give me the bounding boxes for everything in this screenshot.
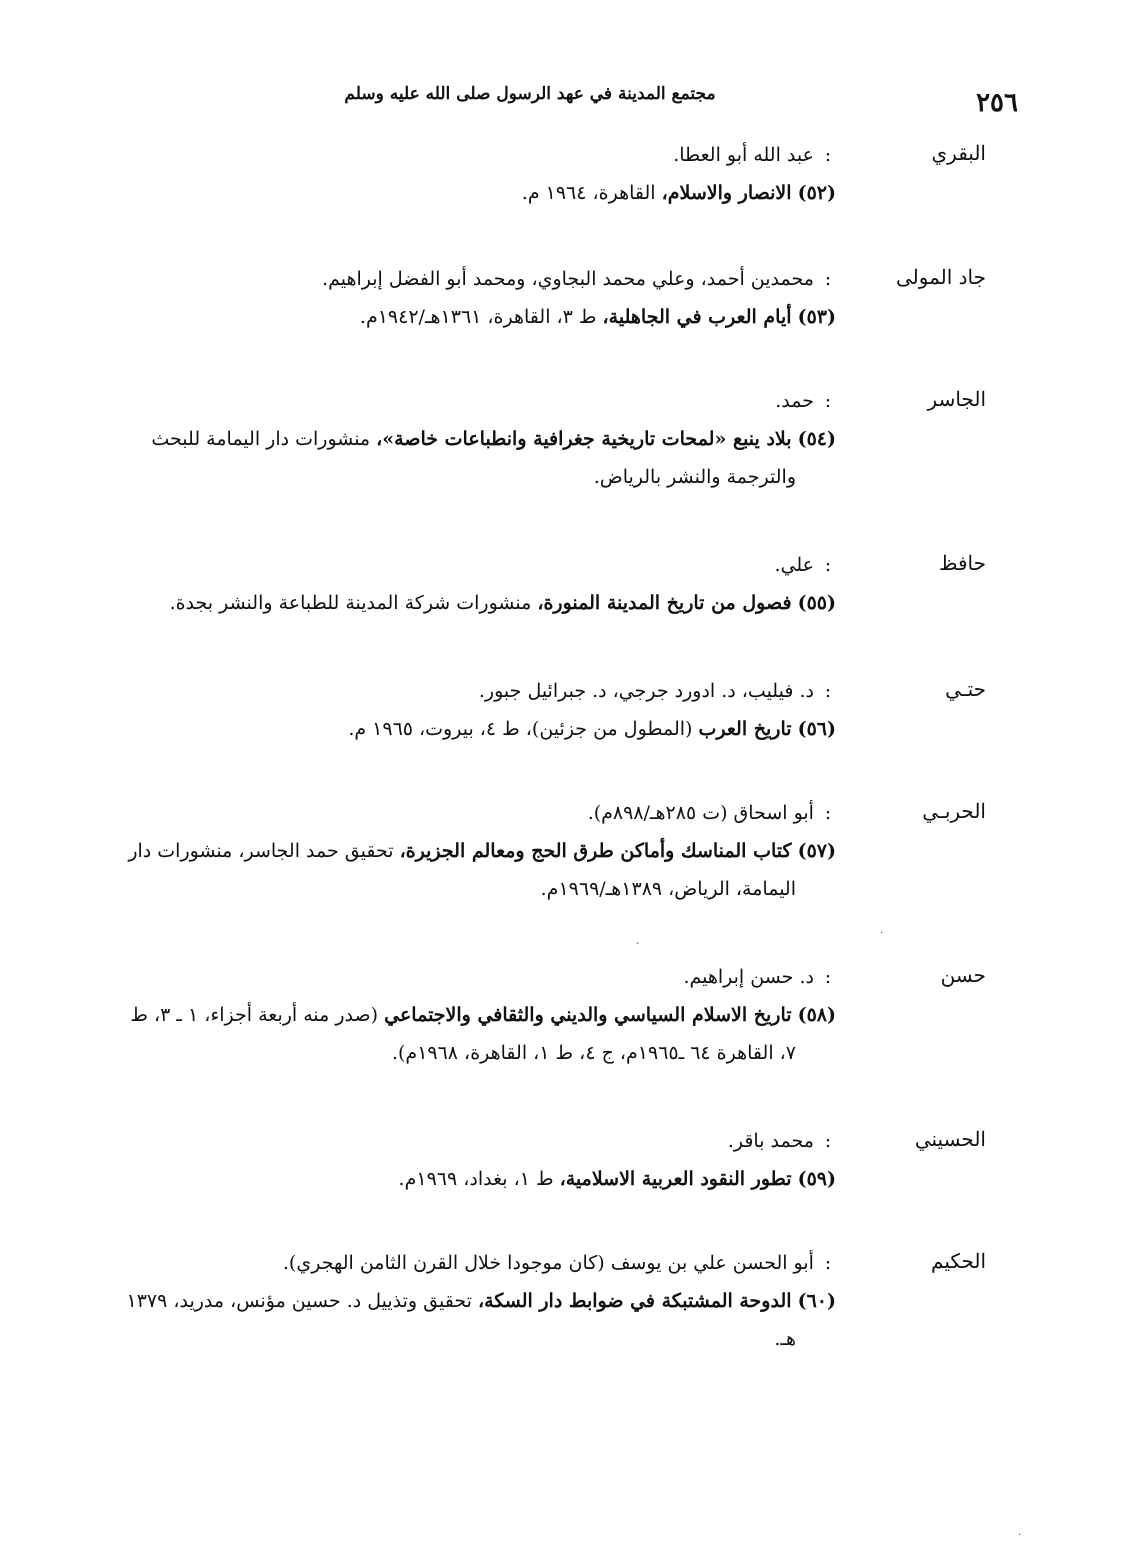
entry-title: تطور النقود العربية الاسلامية، (559, 1168, 792, 1190)
entry-reference (80, 1282, 836, 1320)
entry-number: (٥٥) (797, 592, 836, 614)
entry-title: تاريخ العرب (698, 718, 792, 740)
entry-title: الانصار والاسلام، (661, 182, 792, 204)
bibliography-entry (80, 672, 986, 748)
entry-reference (80, 710, 836, 748)
bibliography-entry (80, 136, 986, 212)
entry-name: عبد الله أبو العطا. (673, 144, 814, 166)
entry-details: ط ٣، القاهرة، ١٣٦١هـ/١٩٤٢م. (359, 306, 597, 328)
scan-speck: · (1018, 1530, 1022, 1541)
entry-continuation: ٧، القاهرة ٦٤ ـ١٩٦٥م، ج ٤، ط ١، القاهرة، ١٩٦٨م). (391, 1042, 796, 1064)
entry-name-line: : حمد. (775, 390, 832, 412)
entry-name: حمد. (775, 390, 814, 412)
entry-author: الحربـي (922, 799, 986, 823)
entry-number: (٥٩) (797, 1168, 836, 1190)
entry-author: حتـي (945, 677, 986, 701)
entry-reference (80, 832, 836, 870)
entry-author: حافظ (938, 551, 986, 575)
running-title: مجتمع المدينة في عهد الرسول صلى الله عليه وسلم (344, 84, 716, 104)
entry-details: ط ١، بغداد، ١٩٦٩م. (398, 1168, 554, 1190)
entry-reference (80, 420, 836, 458)
bibliography-entry (80, 958, 986, 1072)
entry-number: (٥٣) (797, 306, 836, 328)
entry-author: الحسيني (914, 1127, 986, 1151)
scan-speck: ‐ (636, 938, 640, 949)
entry-name-line: : محمدين أحمد، وعلي محمد البجاوي، ومحمد أبو الفضل إبراهيم. (322, 268, 832, 290)
entry-name: د. فيليب، د. ادورد جرجي، د. جبرائيل جبور. (478, 680, 814, 702)
entry-number: (٥٧) (797, 840, 836, 862)
entry-number: (٥٤) (797, 428, 836, 450)
entry-name-line: : عبد الله أبو العطا. (673, 144, 832, 166)
entry-number: (٥٦) (797, 718, 836, 740)
entry-reference (80, 298, 836, 336)
entry-name-line: : د. فيليب، د. ادورد جرجي، د. جبرائيل جبور. (478, 680, 832, 702)
bibliography-entry (80, 1244, 986, 1358)
entry-reference (80, 174, 836, 212)
entry-name-line: : محمد باقر. (727, 1130, 832, 1152)
entry-name: محمدين أحمد، وعلي محمد البجاوي، ومحمد أبو الفضل إبراهيم. (322, 268, 814, 290)
entry-name-line: : أبو الحسن علي بن يوسف (كان موجودا خلال القرن الثامن الهجري). (282, 1252, 832, 1274)
entry-name-line: : علي. (774, 554, 832, 576)
entry-continuation: هـ. (774, 1328, 796, 1350)
page-number: ٢٥٦ (976, 88, 1018, 118)
entry-details: (صدر منه أربعة أجزاء، ١ ـ ٣، ط (130, 1004, 379, 1026)
entry-details: تحقيق حمد الجاسر، منشورات دار (128, 840, 394, 862)
scan-speck: · (880, 928, 884, 939)
entry-details: منشورات دار اليمامة للبحث (151, 428, 371, 450)
entry-reference (80, 584, 836, 622)
entry-reference (80, 1160, 836, 1198)
entry-details: (المطول من جزئين)، ط ٤، بيروت، ١٩٦٥ م. (348, 718, 693, 740)
entry-name: د. حسن إبراهيم. (683, 966, 814, 988)
entry-reference (80, 996, 836, 1034)
entry-title: فصول من تاريخ المدينة المنورة، (537, 592, 792, 614)
entry-author: الجاسر (927, 387, 986, 411)
entry-name-line: : أبو اسحاق (ت ٢٨٥هـ/٨٩٨م). (587, 802, 832, 824)
entry-name: أبو الحسن علي بن يوسف (كان موجودا خلال القرن الثامن الهجري). (282, 1252, 814, 1274)
bibliography-entry (80, 382, 986, 496)
entry-name: محمد باقر. (727, 1130, 814, 1152)
bibliography-entry (80, 260, 986, 336)
entry-details: القاهرة، ١٩٦٤ م. (521, 182, 656, 204)
entry-title: كتاب المناسك وأماكن طرق الحج ومعالم الجزيرة، (399, 840, 792, 862)
entry-number: (٥٨) (797, 1004, 836, 1026)
entry-name: علي. (774, 554, 814, 576)
entry-details: منشورات شركة المدينة للطباعة والنشر بجدة. (169, 592, 532, 614)
entry-continuation: والترجمة والنشر بالرياض. (593, 466, 796, 488)
entry-author: الحكيم (931, 1249, 986, 1273)
entry-author: جاد المولى (895, 265, 986, 289)
entry-title: أيام العرب في الجاهلية، (602, 306, 792, 328)
bibliography-entry (80, 794, 986, 908)
entry-name: أبو اسحاق (ت ٢٨٥هـ/٨٩٨م). (587, 802, 814, 824)
entry-continuation: اليمامة، الرياض، ١٣٨٩هـ/١٩٦٩م. (540, 878, 796, 900)
bibliography-entry (80, 546, 986, 622)
entry-title: تاريخ الاسلام السياسي والديني والثقافي والاجتماعي (384, 1004, 792, 1026)
entry-number: (٥٢) (797, 182, 836, 204)
entry-title: بلاد ينبع «لمحات تاريخية جغرافية وانطباعات خاصة»، (376, 428, 792, 450)
entry-details: تحقيق وتذييل د. حسين مؤنس، مدريد، ١٣٧٩ (126, 1290, 472, 1312)
bibliography-entry (80, 1122, 986, 1198)
entry-author: البقري (931, 141, 986, 165)
entry-title: الدوحة المشتبكة في ضوابط دار السكة، (477, 1290, 792, 1312)
entry-author: حسن (940, 963, 986, 987)
entry-name-line: : د. حسن إبراهيم. (683, 966, 832, 988)
entry-number: (٦٠) (797, 1290, 836, 1312)
